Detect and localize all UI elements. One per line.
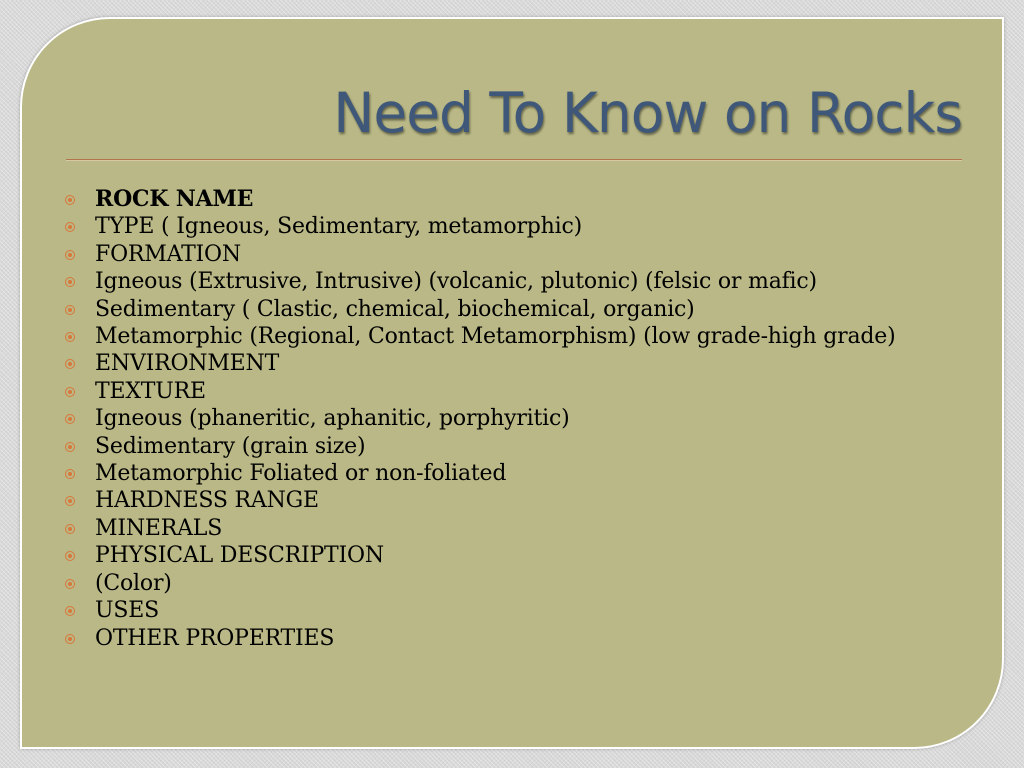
- circled-dot-icon: [65, 469, 75, 479]
- bullet-text: Metamorphic Foliated or non-foliated: [95, 461, 507, 487]
- bullet-text: Metamorphic (Regional, Contact Metamorphism) (low grade-high grade): [95, 324, 896, 350]
- slide-title: Need To Know on Rocks: [333, 81, 962, 145]
- bullet-item: [64, 296, 964, 323]
- bullet-text: TEXTURE: [95, 378, 206, 404]
- bullet-text: PHYSICAL DESCRIPTION: [95, 543, 384, 569]
- bullet-text: (Color): [95, 570, 172, 596]
- circled-dot-icon: [65, 359, 75, 369]
- circled-dot-icon: [65, 496, 75, 506]
- bullet-text: ENVIRONMENT: [95, 351, 280, 377]
- bullet-text: Igneous (Extrusive, Intrusive) (volcanic, plutonic) (felsic or mafic): [95, 269, 817, 295]
- bullet-text: MINERALS: [95, 515, 223, 541]
- bullet-text: USES: [95, 598, 159, 624]
- bullet-item: [64, 487, 964, 514]
- bullet-item: [64, 597, 964, 624]
- circled-dot-icon: [65, 332, 75, 342]
- circled-dot-icon: [65, 634, 75, 644]
- bullet-item: [64, 433, 964, 460]
- circled-dot-icon: [65, 606, 75, 616]
- circled-dot-icon: [65, 195, 75, 205]
- circled-dot-icon: [65, 305, 75, 315]
- bullet-item: [64, 542, 964, 569]
- title-divider: [66, 159, 962, 161]
- circled-dot-icon: [65, 387, 75, 397]
- bullet-text: OTHER PROPERTIES: [95, 625, 335, 651]
- circled-dot-icon: [65, 277, 75, 287]
- bullet-item: [64, 186, 964, 213]
- circled-dot-icon: [65, 250, 75, 260]
- circled-dot-icon: [65, 579, 75, 589]
- bullet-item: [64, 378, 964, 405]
- bullet-item: [64, 268, 964, 295]
- circled-dot-icon: [65, 551, 75, 561]
- bullet-text: Sedimentary ( Clastic, chemical, biochemical, organic): [95, 296, 695, 322]
- circled-dot-icon: [65, 442, 75, 452]
- bullet-text: ROCK NAME: [95, 186, 254, 212]
- bullet-text: TYPE ( Igneous, Sedimentary, metamorphic): [95, 214, 582, 240]
- circled-dot-icon: [65, 222, 75, 232]
- bullet-text: Sedimentary (grain size): [95, 433, 366, 459]
- bullet-text: FORMATION: [95, 241, 241, 267]
- bullet-list: [64, 186, 964, 652]
- circled-dot-icon: [65, 524, 75, 534]
- bullet-item: [64, 460, 964, 487]
- bullet-item: [64, 213, 964, 240]
- bullet-item: [64, 515, 964, 542]
- bullet-item: [64, 405, 964, 432]
- circled-dot-icon: [65, 414, 75, 424]
- bullet-item: [64, 625, 964, 652]
- bullet-text: HARDNESS RANGE: [95, 488, 319, 514]
- bullet-item: [64, 241, 964, 268]
- bullet-item: [64, 323, 964, 350]
- bullet-item: [64, 350, 964, 377]
- bullet-text: Igneous (phaneritic, aphanitic, porphyritic): [95, 406, 570, 432]
- bullet-item: [64, 570, 964, 597]
